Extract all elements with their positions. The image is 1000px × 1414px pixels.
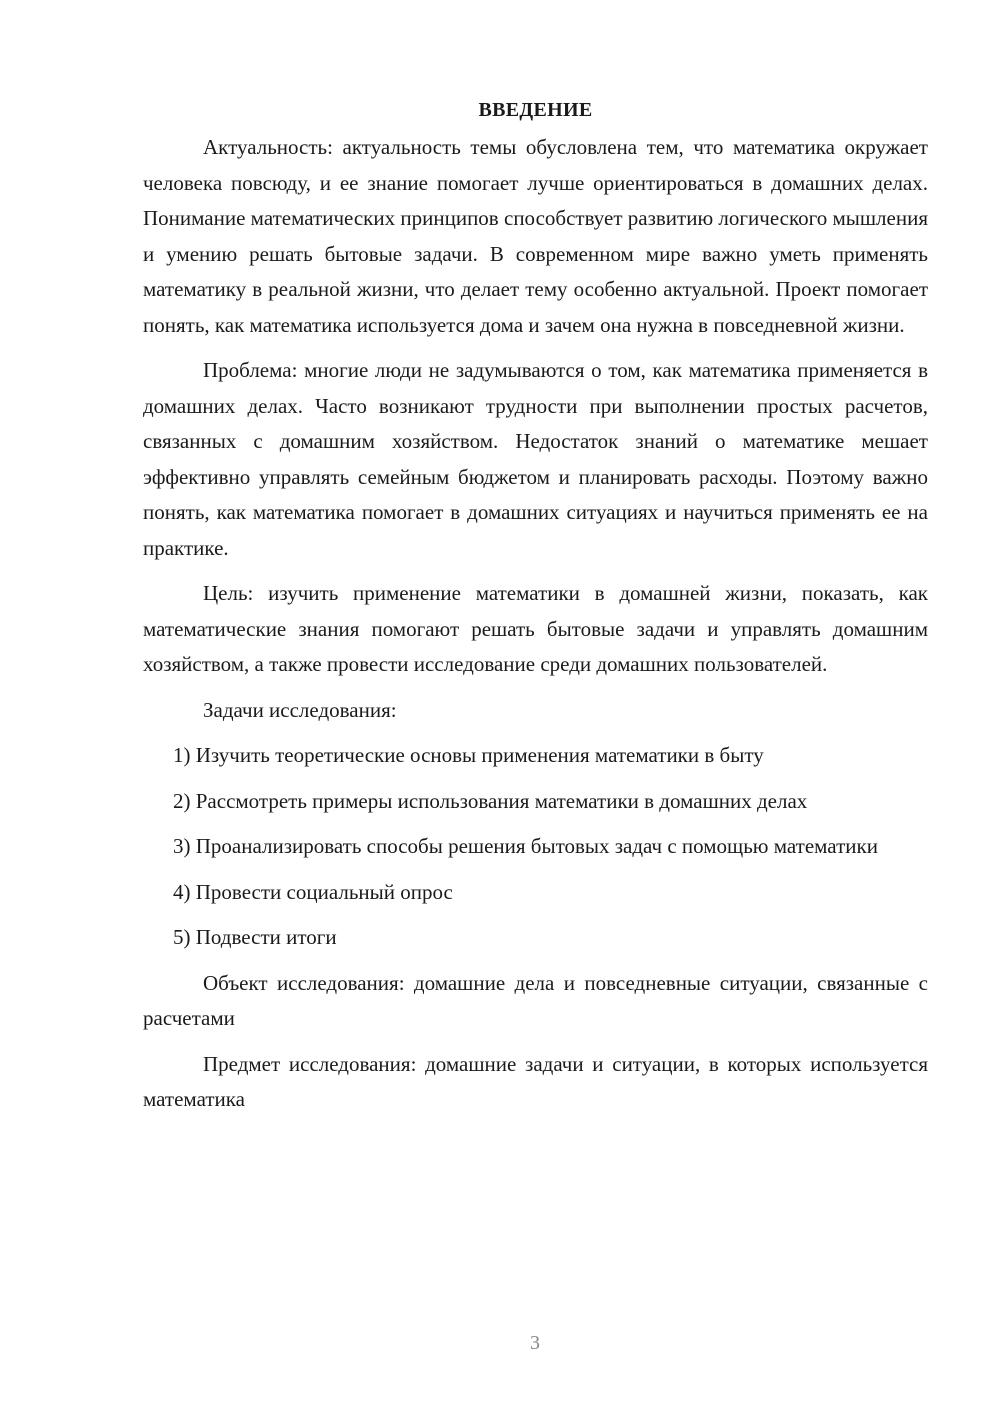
page-number: 3: [530, 1332, 540, 1354]
relevance-paragraph: Актуальность: актуальность темы обусловлена тем, что математика окружает человека повсюду, и ее знание помогает лучше ориентироваться в домашних делах. Понимание математических принципов способствует развитию логического мышления и умению решать бытовые задачи. В современном мире важно уметь применять математику в реальной жизни, что делает тему особенно актуальной. Проект помогает понять, как математика используется дома и зачем она нужна в повседневной жизни.: [143, 135, 928, 337]
task-item: 2) Рассмотреть примеры использования математики в домашних делах: [173, 788, 808, 813]
task-item: 3) Проанализировать способы решения бытовых задач с помощью математики: [173, 834, 878, 858]
tasks-heading: Задачи исследования:: [203, 697, 397, 722]
subject-paragraph: Предмет исследования: домашние задачи и ситуации, в которых используется математика: [143, 1051, 928, 1111]
object-paragraph: Объект исследования: домашние дела и повседневные ситуации, связанные с расчетами: [143, 970, 928, 1030]
problem-paragraph: Проблема: многие люди не задумываются о том, как математика применяется в домашних делах. Часто возникают трудности при выполнении простых расчетов, связанных с домашним хозяйством. Недостаток знаний о математике мешает эффективно управлять семейным бюджетом и планировать расходы. Поэтому важно понять, как математика помогает в домашних ситуациях и научиться применять ее на практике.: [143, 358, 928, 560]
task-item: 1) Изучить теоретические основы применения математики в быту: [173, 743, 764, 767]
task-item: 5) Подвести итоги: [173, 925, 337, 949]
task-item: 4) Провести социальный опрос: [173, 879, 453, 904]
page-title: ВВЕДЕНИЕ: [478, 99, 593, 121]
document-page: [143, 88, 928, 1128]
goal-paragraph: Цель: изучить применение математики в домашней жизни, показать, как математические знания помогают решать бытовые задачи и управлять домашним хозяйством, а также провести исследование среди домашних пользователей.: [143, 581, 928, 676]
